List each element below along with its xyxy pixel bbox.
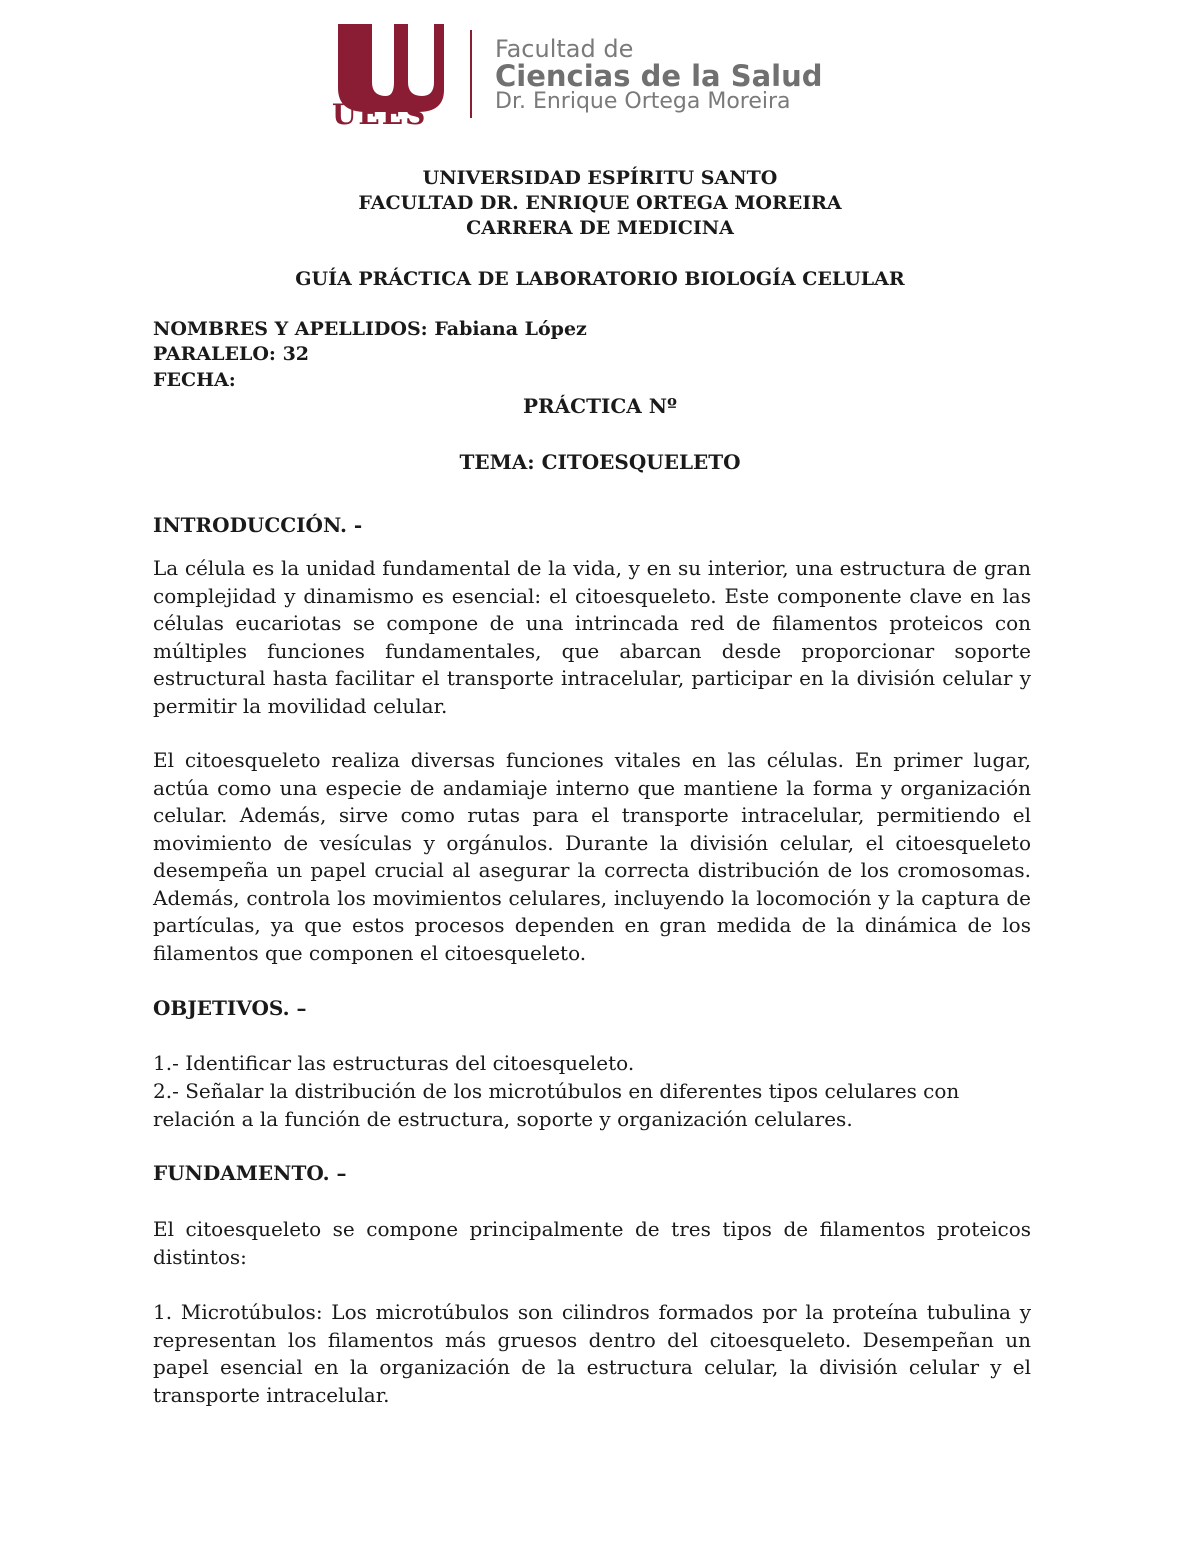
faculty-name: FACULTAD DR. ENRIQUE ORTEGA MOREIRA: [358, 192, 842, 214]
logo-text: [495, 36, 823, 114]
paralelo-value: 32: [282, 343, 310, 365]
introduction-paragraph-1: La célula es la unidad fundamental de la vida, y en su interior, una estructura de gran complejidad y dinamismo es esencial: el citoesqueleto. Este componente clave en las células eucariotas se compone de una intrincada red de filamentos proteicos con múltiples funciones fundamentales, que abarcan desde proporcionar soporte estructural hasta facilitar el transporte intracelular, participar en la división celular y permitir la movilidad celular.: [153, 556, 1031, 718]
introduction-paragraph-2: El citoesqueleto realiza diversas funciones vitales en las células. En primer lugar, actúa como una especie de andamiaje interno que mantiene la forma y organización celular. Además, sirve como rutas para el transporte intracelular, permitiendo el movimiento de vesículas y orgánulos. Durante la división celular, el citoesqueleto desempeña un papel crucial al asegurar la correcta distribución de los cromosomas. Además, controla los movimientos celulares, incluyendo la locomoción y la captura de partículas, ya que estos procesos dependen en gran medida de la dinámica de los filamentos que componen el citoesqueleto.: [153, 748, 1031, 965]
logo-line-2: Ciencias de la Salud: [495, 59, 823, 93]
career-name: CARRERA DE MEDICINA: [466, 217, 734, 239]
guide-title: GUÍA PRÁCTICA DE LABORATORIO BIOLOGÍA CELULAR: [295, 268, 905, 290]
objectives-heading: OBJETIVOS. –: [153, 996, 307, 1020]
paralelo-label: PARALELO:: [153, 343, 276, 365]
objective-item-2: 2.- Señalar la distribución de los microtúbulos en diferentes tipos celulares con relación a la función de estructura, soporte y organización celulares.: [153, 1079, 960, 1131]
fundamentals-paragraph-2: 1. Microtúbulos: Los microtúbulos son cilindros formados por la proteína tubulina y representan los filamentos más gruesos dentro del citoesqueleto. Desempeñan un papel esencial en la organización de la estructura celular, la división celular y el transporte intracelular.: [153, 1300, 1031, 1407]
logo-line-1: Facultad de: [495, 35, 634, 63]
logo-brand: UEES: [332, 98, 428, 131]
logo-line-3: Dr. Enrique Ortega Moreira: [495, 89, 791, 114]
fundamentals-paragraph-1: El citoesqueleto se compone principalmente de tres tipos de filamentos proteicos distintos:: [153, 1217, 1031, 1269]
student-fecha: [153, 368, 236, 393]
student-names: [153, 317, 587, 342]
objective-item-1: 1.- Identificar las estructuras del citoesqueleto.: [153, 1051, 635, 1075]
fecha-label: FECHA:: [153, 369, 236, 391]
university-name: UNIVERSIDAD ESPÍRITU SANTO: [422, 167, 778, 189]
fundamentals-heading: FUNDAMENTO. –: [153, 1161, 347, 1185]
practice-number: PRÁCTICA Nº: [522, 394, 677, 418]
logo-divider: [470, 30, 472, 118]
practice-topic: TEMA: CITOESQUELETO: [459, 450, 741, 474]
introduction-heading: INTRODUCCIÓN. -: [153, 513, 363, 537]
names-label: NOMBRES Y APELLIDOS:: [153, 318, 428, 340]
student-paralelo: [153, 342, 309, 367]
names-value: Fabiana López: [434, 318, 587, 340]
